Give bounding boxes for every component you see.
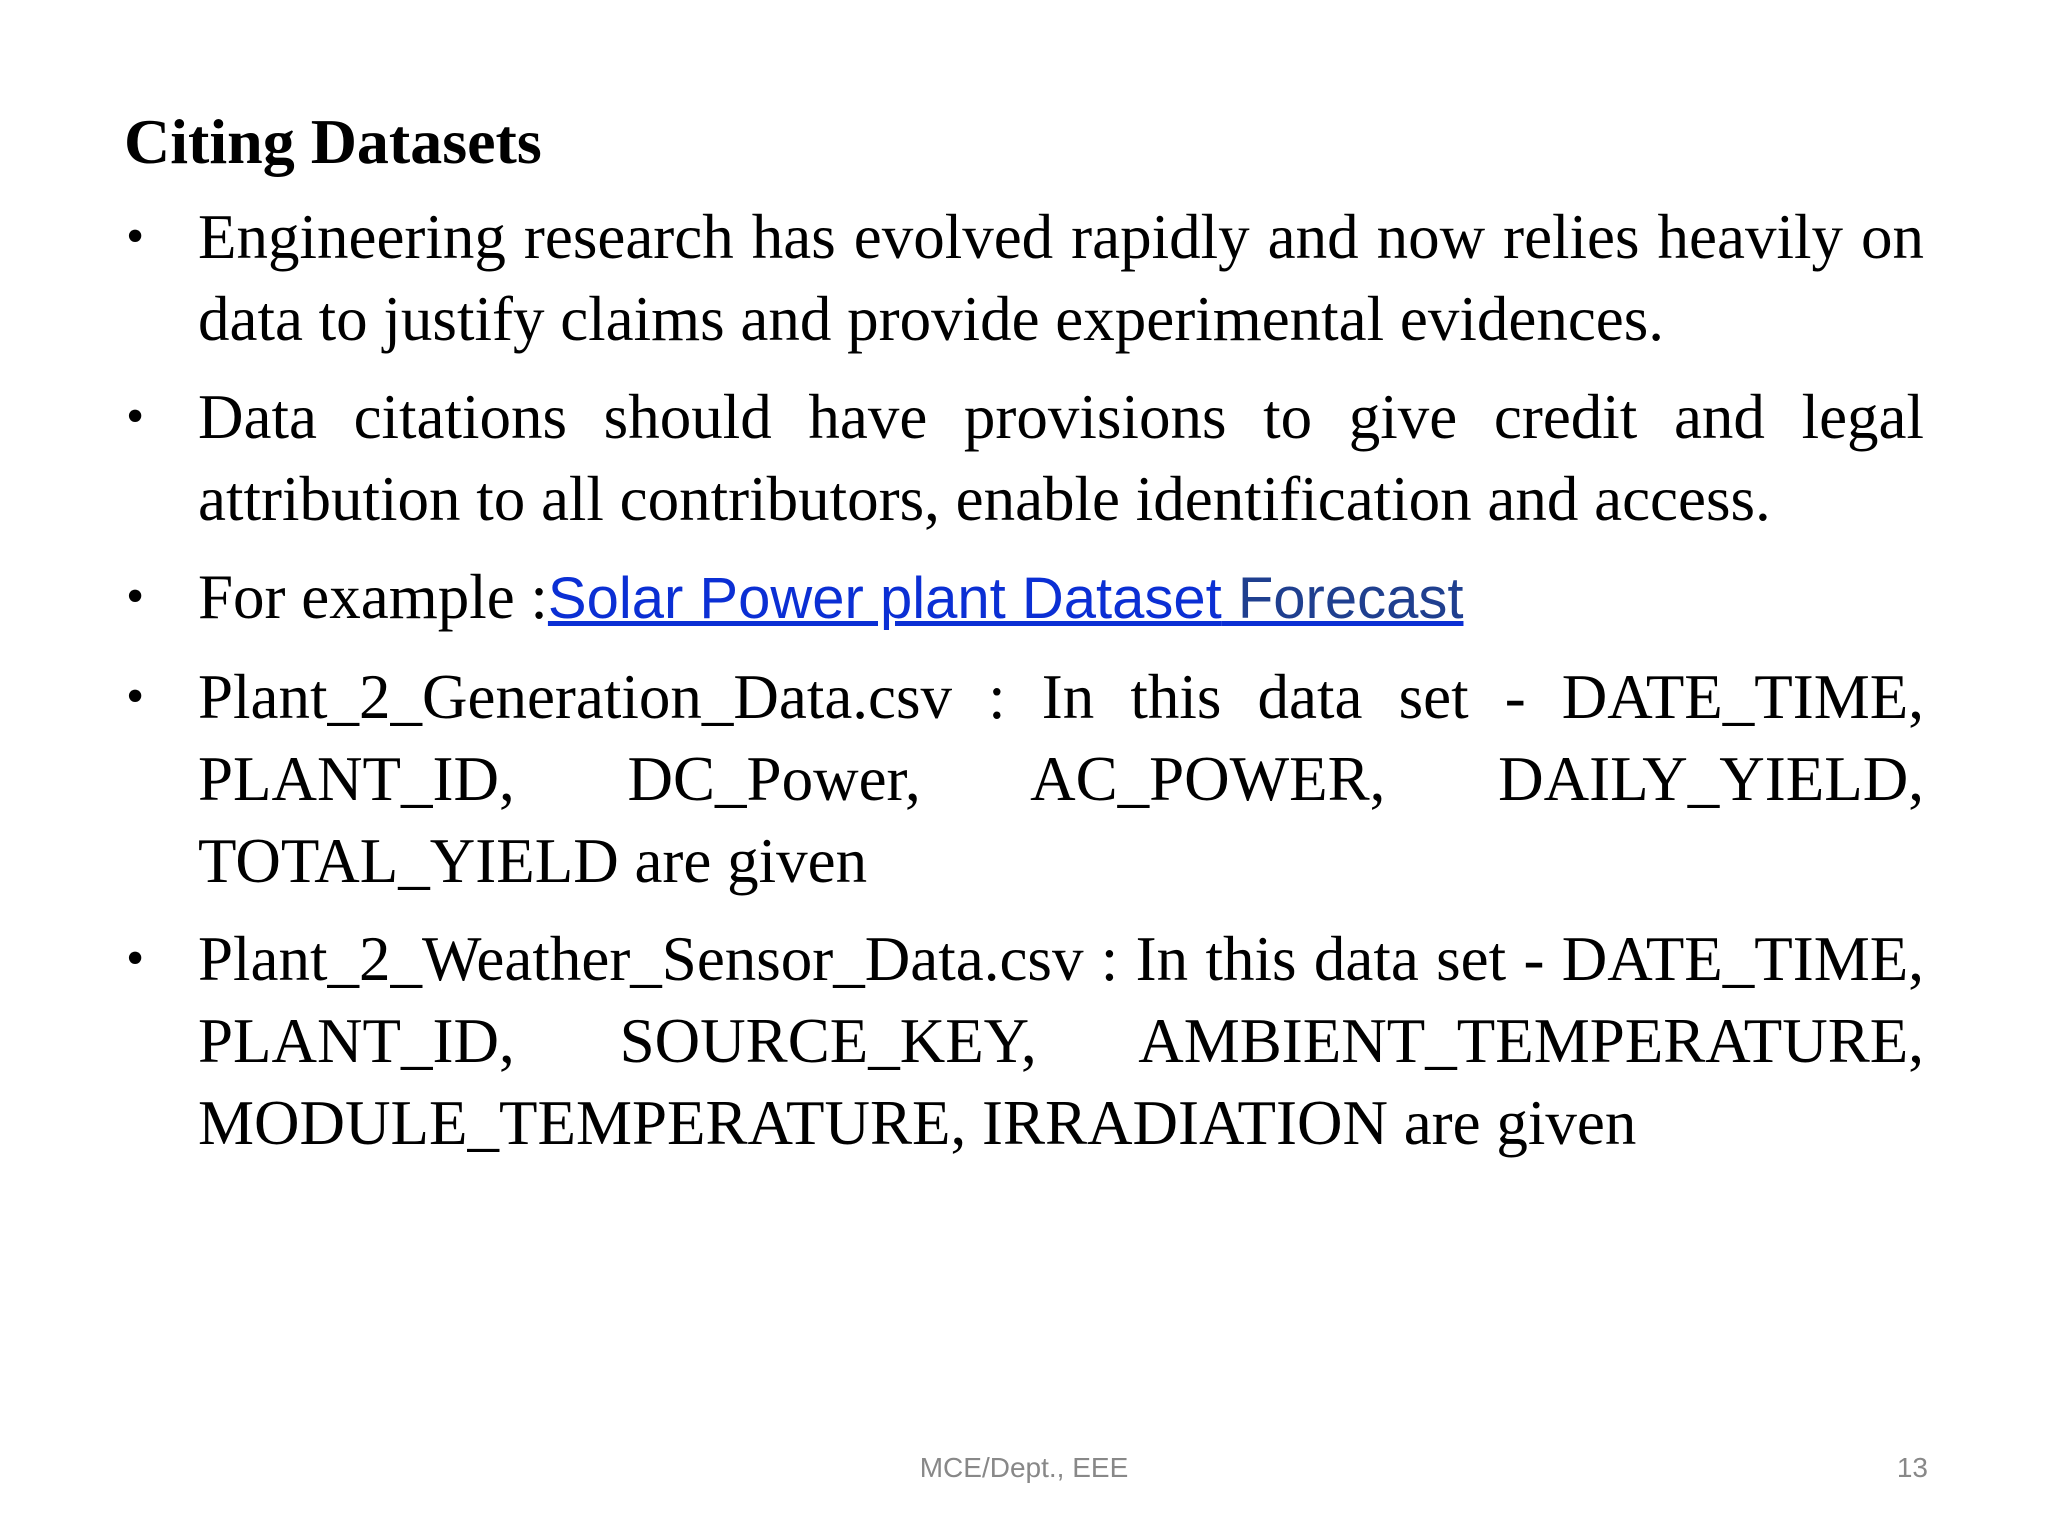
dataset-link[interactable] bbox=[548, 566, 1464, 631]
page-number: 13 bbox=[1896, 1452, 1928, 1483]
bullet-list bbox=[124, 196, 1924, 1180]
bullet-marker: • bbox=[126, 668, 145, 725]
dataset-link-tail[interactable]: Forecast bbox=[1221, 566, 1464, 631]
example-prefix: For example : bbox=[198, 562, 548, 632]
bullet-marker: • bbox=[126, 568, 145, 625]
slide-title: Citing Datasets bbox=[124, 106, 542, 177]
bullet-item bbox=[124, 656, 1924, 902]
bullet-text: Engineering research has evolved rapidly and now relies heavily on data to justify claims and provide experimental evidences. bbox=[198, 202, 1924, 354]
bullet-marker: • bbox=[126, 208, 145, 265]
bullet-marker: • bbox=[126, 930, 145, 987]
bullet-text: Plant_2_Generation_Data.csv : In this data set - DATE_TIME, PLANT_ID, DC_Power, AC_POWER, DAILY_YIELD, TOTAL_YIELD are given bbox=[198, 662, 1924, 896]
bullet-item bbox=[124, 376, 1924, 540]
bullet-item bbox=[124, 196, 1924, 360]
bullet-text: Plant_2_Weather_Sensor_Data.csv : In this data set - DATE_TIME, PLANT_ID, SOURCE_KEY, AMBIENT_TEMPERATURE, MODULE_TEMPERATURE, IRRADIATION are given bbox=[198, 924, 1924, 1158]
bullet-marker: • bbox=[126, 388, 145, 445]
bullet-text: Data citations should have provisions to give credit and legal attribution to all contributors, enable identification and access. bbox=[198, 382, 1924, 534]
bullet-item bbox=[124, 918, 1924, 1164]
bullet-item-example bbox=[124, 556, 1924, 640]
dataset-link-label[interactable]: Solar Power plant Dataset bbox=[547, 566, 1222, 631]
footer-department: MCE/Dept., EEE bbox=[919, 1452, 1129, 1483]
